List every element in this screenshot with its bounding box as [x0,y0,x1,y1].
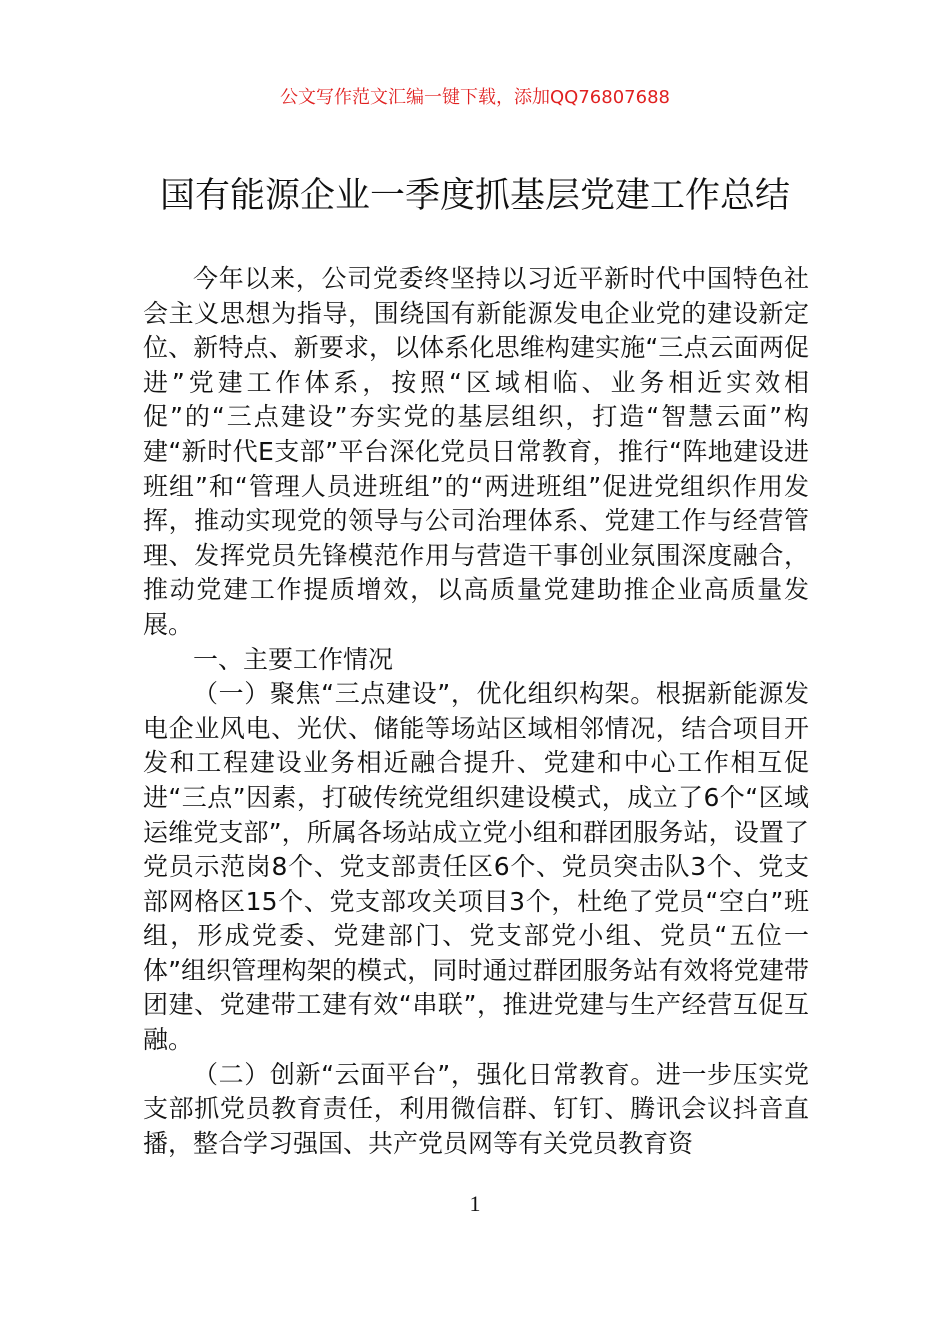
watermark-text: 公文写作范文汇编一键下载，添加QQ76807688 [280,87,670,108]
intro-paragraph: 今年以来，公司党委终坚持以习近平新时代中国特色社会主义思想为指导，围绕国有新能源发电企业党的建设新定位、新特点、新要求，以体系化思维构建实施“三点云面两促进”党建工作体系，按照“区域相临、业务相近实效相促”的“三点建设”夯实党的基层组织，打造“智慧云面”构建“新时代E支部”平台深化党员日常教育，推行“阵地建设进班组”和“管理人员进班组”的“两进班组”促进党组织作用发挥，推动实现党的领导与公司治理体系、党建工作与经营管理、发挥党员先锋模范作用与营造干事创业氛围深度融合，推动党建工作提质增效，以高质量党建助推企业高质量发展。 [143,264,809,639]
page-number: 1 [469,1191,481,1216]
document-body [143,262,809,1161]
body-paragraph: （一）聚焦“三点建设”，优化组织构架。根据新能源发电企业风电、光伏、储能等场站区域相邻情况，结合项目开发和工程建设业务相近融合提升、党建和中心工作相互促进“三点”因素，打破传统党组织建设模式，成立了6个“区域运维党支部”，所属各场站成立党小组和群团服务站，设置了党员示范岗8个、党支部责任区6个、党员突击队3个、党支部网格区15个、党支部攻关项目3个，杜绝了党员“空白”班组，形成党委、党建部门、党支部党小组、党员“五位一体”组织管理构架的模式，同时通过群团服务站有效将党建带团建、党建带工建有效“串联”，推进党建与生产经营互促互融。 [143,679,809,1055]
body-paragraph: （二）创新“云面平台”，强化日常教育。进一步压实党支部抓党员教育责任，利用微信群、钉钉、腾讯会议抖音直播，整合学习强国、共产党员网等有关党员教育资 [143,1059,809,1158]
document-title: 国有能源企业一季度抓基层党建工作总结 [159,176,790,216]
section-heading: 一、主要工作情况 [193,644,394,674]
